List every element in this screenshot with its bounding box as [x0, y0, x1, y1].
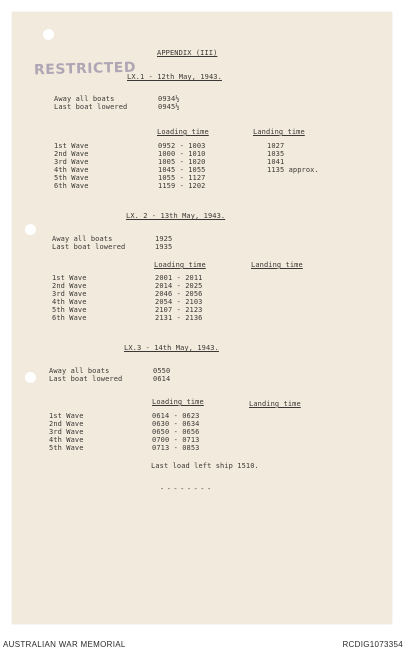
loading-time: 2014 - 2025 — [155, 282, 203, 290]
end-divider: -------- — [160, 485, 214, 493]
section-title: LX.1 - 12th May, 1943. — [127, 73, 222, 81]
punch-hole — [43, 29, 54, 40]
punch-hole — [25, 224, 36, 235]
landing-header: Landing time — [251, 261, 303, 269]
loading-header: Loading time — [152, 398, 204, 406]
lowered-label: Last boat lowered — [54, 103, 128, 111]
appendix-heading: APPENDIX (III) — [157, 49, 218, 57]
landing-time: 1041 — [267, 158, 285, 166]
wave-name: 3rd Wave — [49, 428, 84, 436]
lowered-label: Last boat lowered — [52, 243, 126, 251]
wave-name: 3rd Wave — [52, 290, 87, 298]
landing-header: Landing time — [249, 400, 301, 408]
loading-time: 0614 - 0623 — [152, 412, 200, 420]
loading-time: 0650 - 0656 — [152, 428, 200, 436]
away-time: 0550 — [153, 367, 171, 375]
wave-name: 6th Wave — [54, 182, 89, 190]
punch-hole — [25, 372, 36, 383]
away-time: 0934½ — [158, 95, 180, 103]
loading-time: 2046 - 2056 — [155, 290, 203, 298]
loading-time: 1000 - 1010 — [158, 150, 206, 158]
lowered-time: 1935 — [155, 243, 173, 251]
away-label: Away all boats — [54, 95, 115, 103]
loading-time: 0630 - 0634 — [152, 420, 200, 428]
loading-time: 2131 - 2136 — [155, 314, 203, 322]
restricted-stamp: RESTRICTED — [33, 59, 137, 79]
wave-name: 4th Wave — [49, 436, 84, 444]
lowered-label: Last boat lowered — [49, 375, 123, 383]
loading-time: 1055 - 1127 — [158, 174, 206, 182]
wave-name: 5th Wave — [49, 444, 84, 452]
wave-table — [54, 142, 354, 191]
landing-header: Landing time — [253, 128, 305, 136]
landing-time: 1035 — [267, 150, 285, 158]
loading-time: 2054 - 2103 — [155, 298, 203, 306]
document-page — [12, 12, 392, 624]
wave-table — [49, 412, 349, 453]
footer-record-id: RCDIG1073354 — [342, 640, 403, 649]
landing-time: 1135 approx. — [267, 166, 319, 174]
last-load-note: Last load left ship 1510. — [151, 462, 259, 470]
loading-header: Loading time — [154, 261, 206, 269]
loading-time: 0700 - 0713 — [152, 436, 200, 444]
wave-name: 4th Wave — [54, 166, 89, 174]
wave-name: 5th Wave — [54, 174, 89, 182]
landing-time: 1027 — [267, 142, 285, 150]
loading-time: 2107 - 2123 — [155, 306, 203, 314]
wave-name: 6th Wave — [52, 314, 87, 322]
wave-name: 3rd Wave — [54, 158, 89, 166]
wave-name: 2nd Wave — [54, 150, 89, 158]
loading-header: Loading time — [157, 128, 209, 136]
loading-time: 1159 - 1202 — [158, 182, 206, 190]
away-label: Away all boats — [52, 235, 113, 243]
lowered-time: 0945½ — [158, 103, 180, 111]
loading-time: 1045 - 1055 — [158, 166, 206, 174]
footer-archive-name: AUSTRALIAN WAR MEMORIAL — [3, 640, 126, 649]
loading-time: 0952 - 1003 — [158, 142, 206, 150]
loading-time: 0713 - 0853 — [152, 444, 200, 452]
away-time: 1925 — [155, 235, 173, 243]
wave-name: 1st Wave — [52, 274, 87, 282]
section-title: LX. 2 - 13th May, 1943. — [126, 212, 226, 220]
loading-time: 2001 - 2011 — [155, 274, 203, 282]
wave-name: 1st Wave — [54, 142, 89, 150]
wave-name: 1st Wave — [49, 412, 84, 420]
away-label: Away all boats — [49, 367, 110, 375]
loading-time: 1005 - 1020 — [158, 158, 206, 166]
wave-name: 2nd Wave — [52, 282, 87, 290]
wave-name: 2nd Wave — [49, 420, 84, 428]
section-title: LX.3 - 14th May, 1943. — [124, 344, 219, 352]
wave-name: 5th Wave — [52, 306, 87, 314]
lowered-time: 0614 — [153, 375, 171, 383]
wave-table — [52, 274, 352, 323]
wave-name: 4th Wave — [52, 298, 87, 306]
